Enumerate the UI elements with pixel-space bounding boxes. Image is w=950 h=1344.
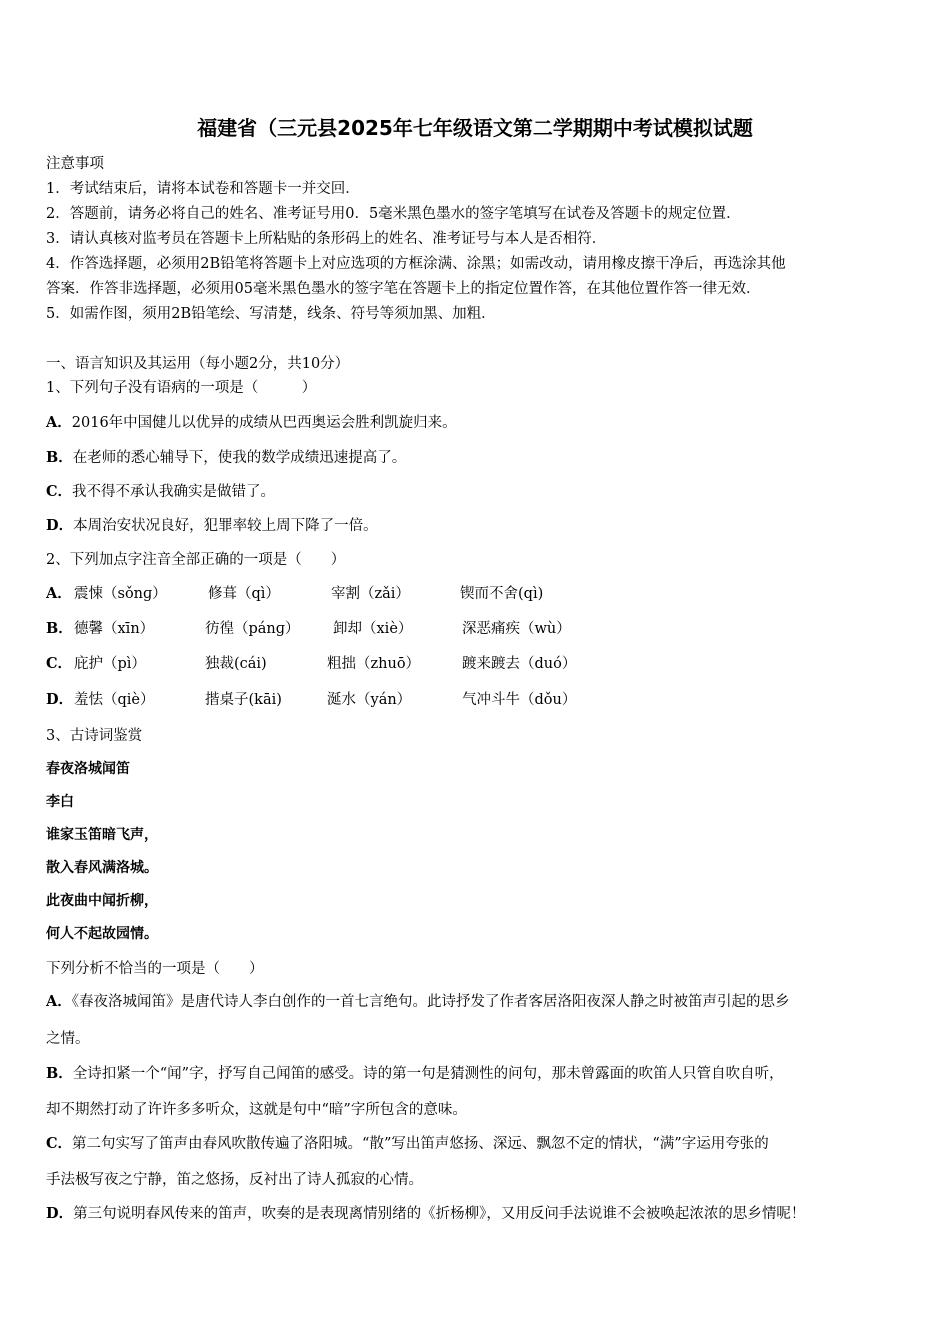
- question-3-stem: 3、古诗词鉴赏: [46, 728, 143, 744]
- option-text: 第三句说明春风传来的笛声，吹奏的是表现离情别绪的《折杨柳》，又用反问手法说谁不会被唤起浓浓的思乡情呢！: [73, 1206, 806, 1222]
- option-text: 2016年中国健儿以优异的成绩从巴西奥运会胜利凯旋归来。: [71, 415, 457, 431]
- q2-row-d-item: 羞怯（qiè）: [74, 692, 155, 708]
- q2-row-a-item: 锲而不舍(qì): [460, 586, 544, 602]
- q2-row-c-label: C．: [46, 655, 73, 672]
- notice-item: 2．答题前，请务必将自己的姓名、准考证号用0．5毫米黑色墨水的签字笔填写在试卷及答题卡的规定位置．: [46, 206, 741, 222]
- option-text: 全诗扣紧一个“闻”字，抒写自己闻笛的感受。诗的第一句是猜测性的问句，那未曾露面的吹笛人只管自吹自听，: [72, 1066, 784, 1082]
- option-text: 在老师的悉心辅导下，使我的数学成绩迅速提高了。: [72, 450, 407, 466]
- question-1-stem: 1、下列句子没有语病的一项是（ ）: [46, 380, 317, 396]
- poem-line: 此夜曲中闻折柳，: [46, 893, 158, 909]
- q3-option-a-cont: 之情。: [46, 1031, 90, 1047]
- poem-title: 春夜洛城闻笛: [46, 761, 130, 777]
- q2-row-a-item: 震悚（sǒnɡ）: [74, 586, 167, 602]
- q1-option-c: [46, 480, 275, 501]
- notice-item: 答案．作答非选择题，必须用05毫米黑色墨水的签字笔在答题卡上的指定位置作答，在其他位置作答一律无效．: [46, 281, 761, 297]
- q1-option-d: [46, 514, 378, 535]
- q1-option-a: [46, 411, 457, 432]
- q2-row-d-item: 揩桌子(kāi): [205, 692, 282, 708]
- notice-item: 1．考试结束后，请将本试卷和答题卡一并交回．: [46, 181, 360, 197]
- q2-row-b-item: 卸却（xiè）: [333, 621, 413, 637]
- option-text: 《春夜洛城闻笛》是唐代诗人李白创作的一首七言绝句。此诗抒发了作者客居洛阳夜深人静之时被笛声引起的思乡: [71, 994, 790, 1010]
- q2-row-d-label: D．: [46, 691, 74, 708]
- q2-row-b-item: 德馨（xīn）: [74, 621, 155, 637]
- question-3-sub: 下列分析不恰当的一项是（ ）: [46, 961, 264, 977]
- option-label: C．: [46, 1135, 73, 1152]
- section-heading: 一、语言知识及其运用（每小题2分，共10分）: [46, 356, 350, 372]
- poem-line: 何人不起故园情。: [46, 926, 158, 942]
- q2-row-c-item: 庇护（pì）: [74, 656, 146, 672]
- q3-option-b: [46, 1062, 784, 1083]
- option-label: D．: [46, 1205, 74, 1222]
- q2-row-a-item: 修葺（qì）: [208, 586, 280, 602]
- q2-row-d-item: 涎水（yán）: [327, 692, 412, 708]
- poem-line: 谁家玉笛暗飞声，: [46, 827, 158, 843]
- option-label: A．: [46, 414, 72, 431]
- q3-option-c: [46, 1132, 769, 1153]
- q3-option-a: [46, 990, 790, 1011]
- page-title: 福建省（三元县2025年七年级语文第二学期期中考试模拟试题: [197, 116, 753, 140]
- option-text: 第二句实写了笛声由春风吹散传遍了洛阳城。“散”写出笛声悠扬、深远、飘忽不定的情状，“满”字运用夸张的: [72, 1136, 769, 1152]
- poem-author: 李白: [46, 794, 74, 810]
- q2-row-c-item: 独裁(cái): [205, 656, 267, 672]
- notice-item: 3．请认真核对监考员在答题卡上所粘贴的条形码上的姓名、准考证号与本人是否相符．: [46, 231, 607, 247]
- q3-option-b-cont: 却不期然打动了许许多多听众，这就是句中“暗”字所包含的意味。: [46, 1102, 467, 1118]
- option-label: B．: [46, 1065, 73, 1082]
- poem-line: 散入春风满洛城。: [46, 860, 158, 876]
- option-text: 我不得不承认我确实是做错了。: [72, 484, 276, 500]
- q2-row-a-item: 宰割（zǎi）: [331, 586, 410, 602]
- notice-item: 5．如需作图，须用2B铅笔绘、写清楚，线条、符号等须加黑、加粗．: [46, 306, 496, 322]
- q2-row-b-item: 深恶痛疾（wù）: [462, 621, 571, 637]
- q3-option-d: [46, 1202, 805, 1223]
- notice-heading: 注意事项: [46, 156, 104, 172]
- notice-item: 4．作答选择题，必须用2B铅笔将答题卡上对应选项的方框涂满、涂黑；如需改动，请用橡皮擦干净后，再选涂其他: [46, 256, 786, 272]
- q2-row-b-label: B．: [46, 620, 73, 637]
- q2-row-c-item: 粗拙（zhuō）: [327, 656, 421, 672]
- q2-row-c-item: 踱来踱去（duó）: [462, 656, 577, 672]
- q3-option-c-cont: 手法极写夜之宁静，笛之悠扬，反衬出了诗人孤寂的心情。: [46, 1172, 423, 1188]
- option-label: C．: [46, 483, 73, 500]
- option-label: D．: [46, 517, 74, 534]
- q2-row-a-label: A．: [46, 585, 72, 602]
- q2-row-b-item: 彷徨（pánɡ）: [205, 621, 300, 637]
- option-text: 本周治安状况良好，犯罪率较上周下降了一倍。: [73, 518, 378, 534]
- q2-row-d-item: 气冲斗牛（dǒu）: [462, 692, 577, 708]
- option-label: B．: [46, 449, 73, 466]
- option-label: A．: [46, 993, 72, 1010]
- q1-option-b: [46, 446, 406, 467]
- question-2-stem: 2、下列加点字注音全部正确的一项是（ ）: [46, 552, 346, 568]
